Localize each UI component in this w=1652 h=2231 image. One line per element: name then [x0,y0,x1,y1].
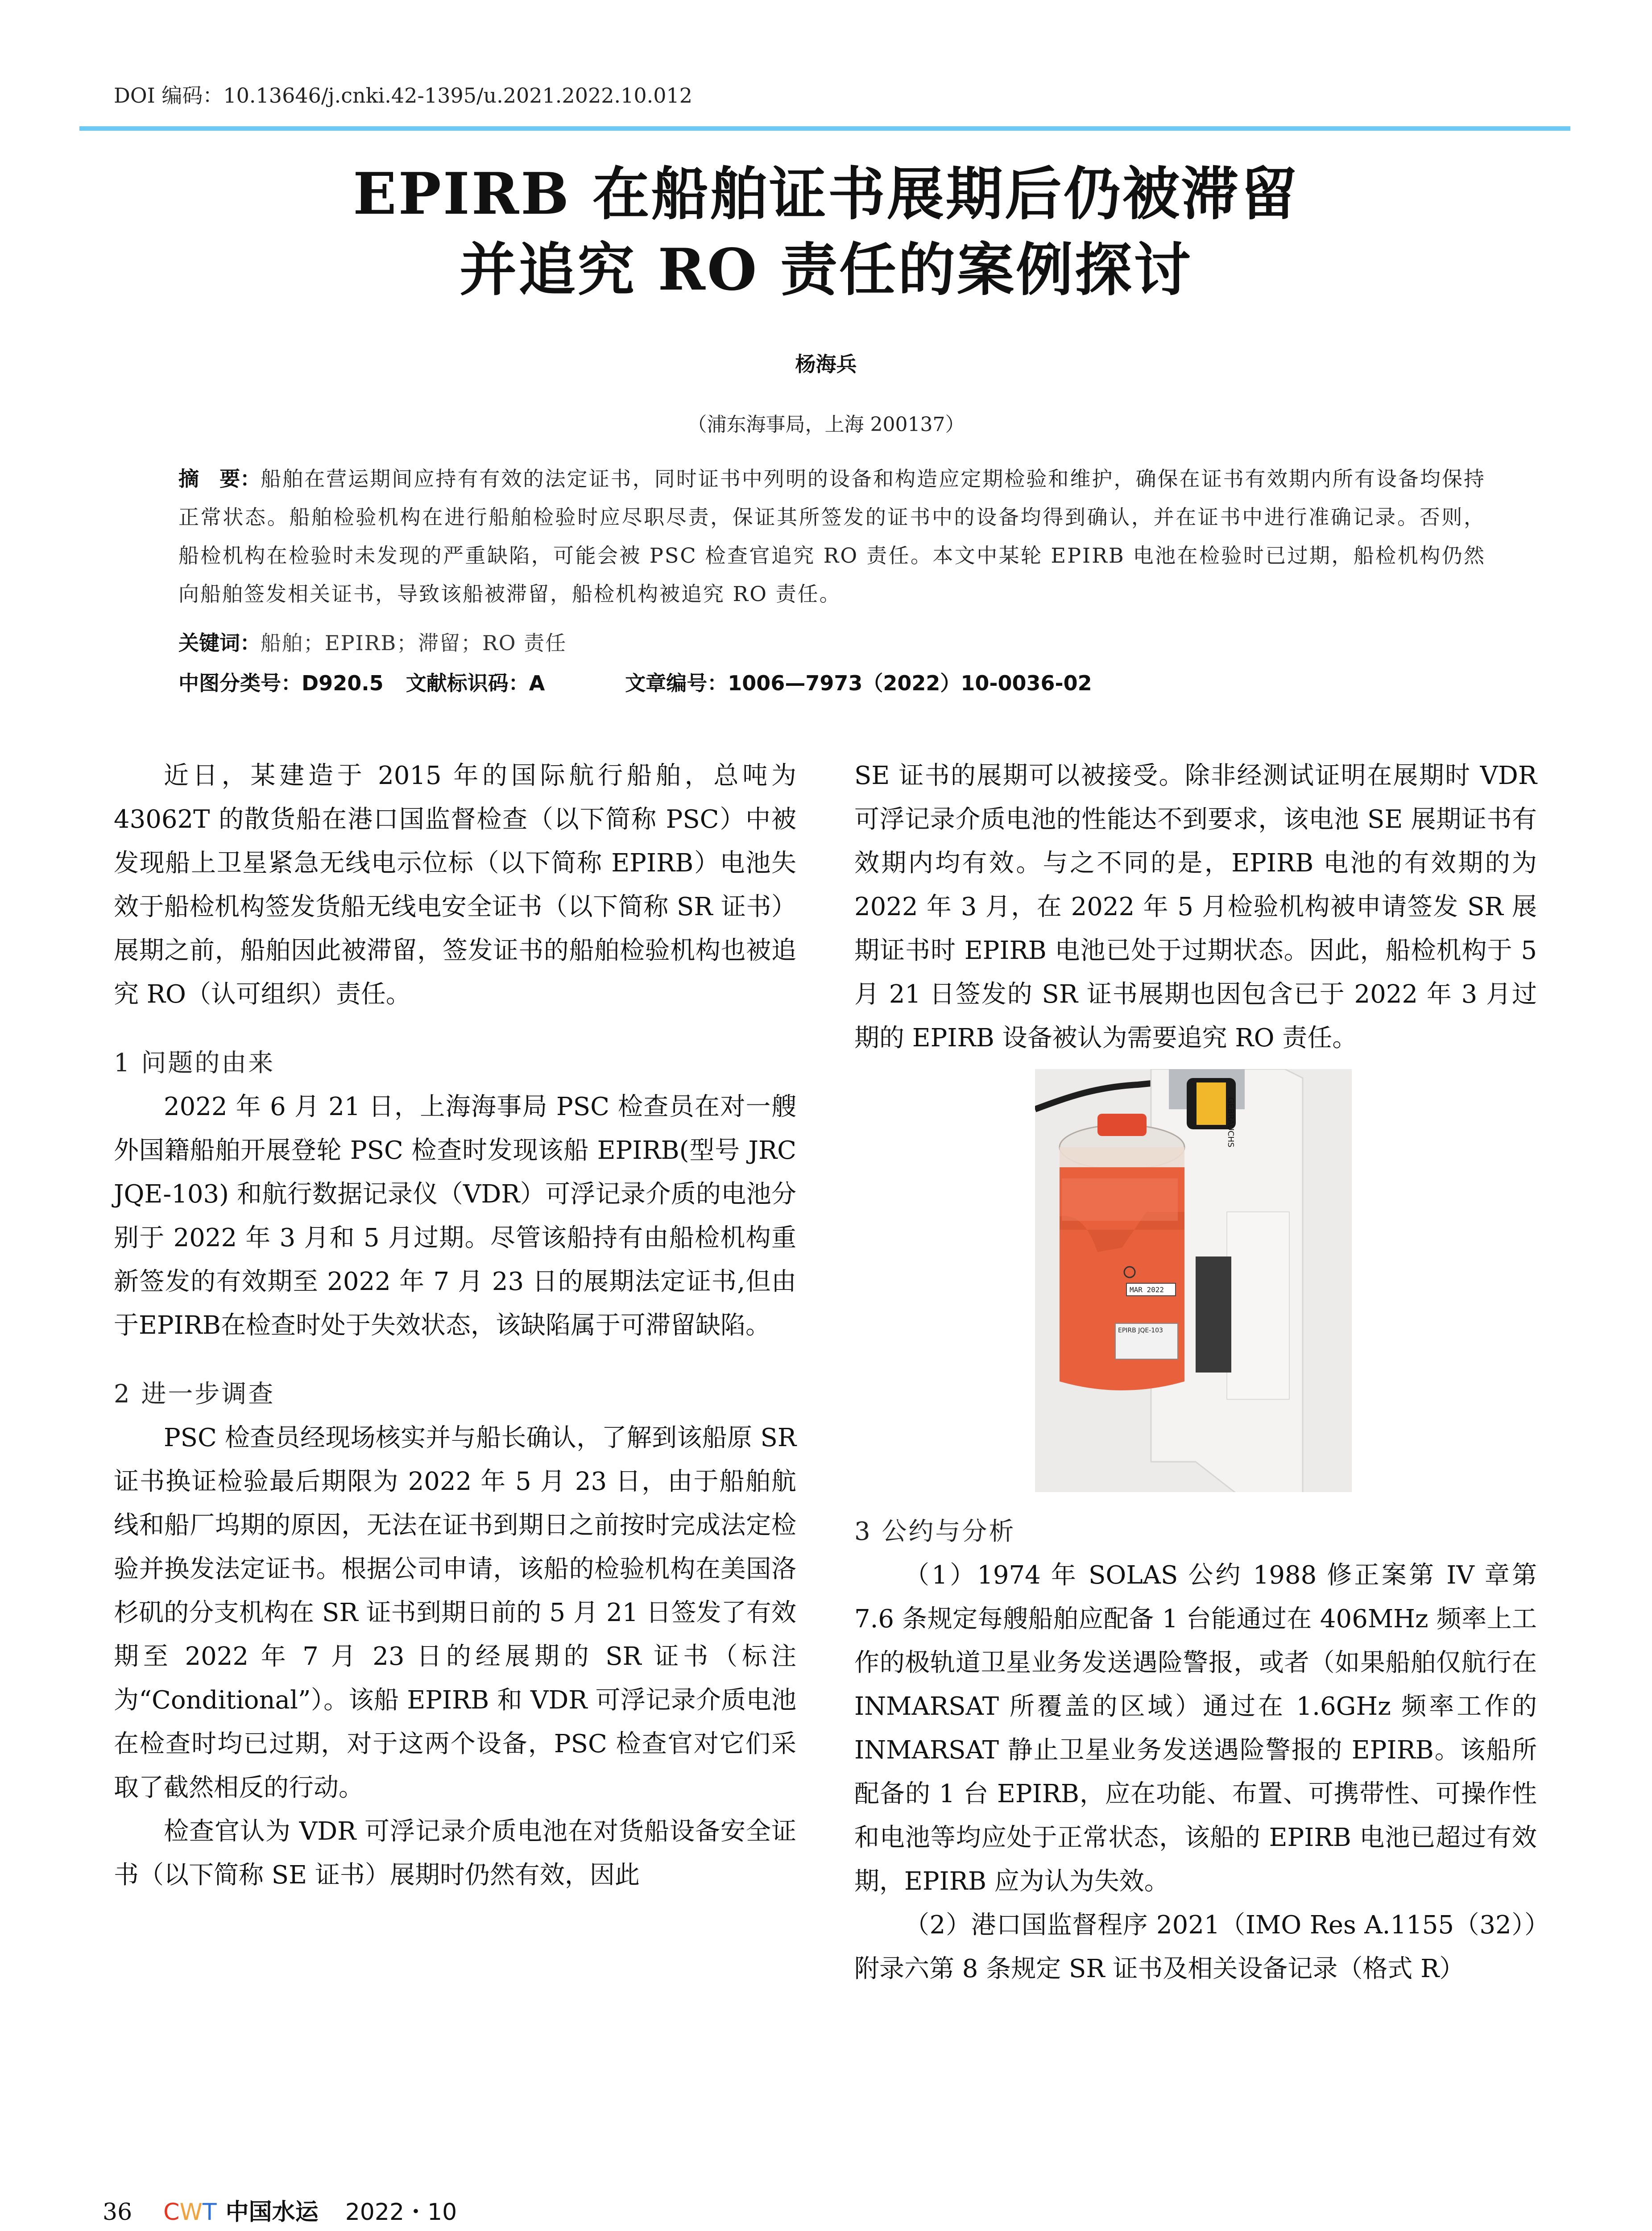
classification-line [178,664,1114,702]
section-2-heading: 2 进一步调查 [114,1380,275,1409]
keywords [178,624,567,662]
affiliation: （浦东海事局，上海 200137） [687,413,965,436]
abstract-label: 摘 要： [178,467,261,491]
section-1-paragraph: 2022 年 6 月 21 日，上海海事局 PSC 检查员在对一艘外国籍船舶开展登轮 PSC 检查时发现该船 EPIRB(型号 JRC JQE-103) 和航行数据记录仪（VDR）可浮记录介质的电池分别于 2022 年 3 月和 5 月过期。尽管该船持有由船检机构重新签发的有效期至 2022 年 7 月 23 日的展期法定证书,但由于EPIRB在检查时处于失效状态，该缺陷属于可滞留缺陷。 [114,1092,796,1340]
abstract-text: 船舶在营运期间应持有有效的法定证书，同时证书中列明的设备和构造应定期检验和维护，确保在证书有效期内所有设备均保持正常状态。船舶检验机构在进行船舶检验时应尽职尽责，保证其所签发的证书中的设备均得到确认，并在证书中进行准确记录。否则，船检机构在检验时未发现的严重缺陷，可能会被 PSC 检查官追究 RO 责任。本文中某轮 EPIRB 电池在检验时已过期，船检机构仍然向船舶签发相关证书，导致该船被滞留，船检机构被追究 RO 责任。 [178,467,1486,606]
keywords-label: 关键词： [178,631,261,655]
section-3-heading: 3 公约与分析 [854,1517,1016,1546]
section-2-paragraph-2: 检查官认为 VDR 可浮记录介质电池在对货船设备安全证书（以下简称 SE 证书）展期时仍然有效，因此 [114,1817,796,1890]
epirb-photo [1035,1069,1352,1492]
svg-text:EPIRB JQE-103: EPIRB JQE-103 [1118,1327,1163,1334]
journal-name: 中国水运 [225,2199,319,2226]
clc-number: 中图分类号：D920.5 [178,671,384,695]
logo-c: C [163,2199,180,2226]
title-line-1: EPIRB 在船舶证书展期后仍被滞留 [353,161,1299,228]
left-column [114,754,796,1897]
right-column [854,754,1537,1991]
keywords-text: 船舶；EPIRB；滞留；RO 责任 [261,631,567,655]
issue-number: 2022・10 [345,2199,457,2226]
section-2-paragraph-1: PSC 检查员经现场核实并与船长确认，了解到该船原 SR 证书换证检验最后期限为 2022 年 5 月 23 日，由于船舶航线和船厂坞期的原因，无法在证书到期日之前按时完成法定检验并换发法定证书。根据公司申请，该船的检验机构在美国洛杉矶的分支机构在 SR 证书到期日前的 5 月 21 日签发了有效期至 2022 年 7 月 23 日的经展期的 SR 证书（标注为“Conditional”）。该船 EPIRB 和 VDR 可浮记录介质电池在检查时均已过期，对于这两个设备，PSC 检查官对它们采取了截然相反的行动。 [114,1423,796,1802]
section-2-paragraph-2-continued: SE 证书的展期可以被接受。除非经测试证明在展期时 VDR 可浮记录介质电池的性能达不到要求，该电池 SE 展期证书有效期内均有效。与之不同的是，EPIRB 电池的有效期的为 2022 年 3 月，在 2022 年 5 月检验机构被申请签发 SR 展期证书时 EPIRB 电池已处于过期状态。因此，船检机构于 5 月 21 日签发的 SR 证书展期也因包含已于 2022 年 3 月过期的 EPIRB 设备被认为需要追究 RO 责任。 [854,761,1537,1053]
page-number: 36 [103,2199,132,2226]
svg-text:MAR 2022: MAR 2022 [1130,1286,1164,1294]
logo-t: T [202,2199,217,2226]
section-3-paragraph-1: （1）1974 年 SOLAS 公约 1988 修正案第 IV 章第 7.6 条规定每艘船舶应配备 1 台能通过在 406MHz 频率上工作的极轨道卫星业务发送遇险警报，或者（如果船舶仅航行在 INMARSAT 所覆盖的区域）通过在 1.6GHz 频率工作的 INMARSAT 静止卫星业务发送遇险警报的 EPIRB。该船所配备的 1 台 EPIRB，应在功能、布置、可携带性、可操作性和电池等均应处于正常状态，该船的 EPIRB 电池已超过有效期，EPIRB 应为认为失效。 [854,1561,1537,1896]
doi-line: DOI 编码：10.13646/j.cnki.42-1395/u.2021.2022.10.012 [114,83,693,108]
section-1-heading: 1 问题的由来 [114,1049,275,1078]
header-rule [79,126,1570,131]
svg-text:GEBRAUCHS: GEBRAUCHS [1226,1097,1235,1148]
document-code: 文献标识码：A [406,671,545,695]
epirb-device [1060,1114,1184,1390]
section-3-paragraph-2: （2）港口国监督程序 2021（IMO Res A.1155（32））附录六第 8 条规定 SR 证书及相关设备记录（格式 R） [854,1911,1537,1983]
article-number: 文章编号：1006—7973（2022）10-0036-02 [625,671,1092,695]
page-footer [103,2193,457,2227]
title-line-2: 并追究 RO 责任的案例探讨 [459,236,1192,303]
author: 杨海兵 [795,352,857,376]
intro-paragraph: 近日，某建造于 2015 年的国际航行船舶，总吨为 43062T 的散货船在港口国监督检查（以下简称 PSC）中被发现船上卫星紧急无线电示位标（以下简称 EPIRB）电池失效于船检机构签发货船无线电安全证书（以下简称 SR 证书）展期之前，船舶因此被滞留，签发证书的船舶检验机构也被追究 RO（认可组织）责任。 [114,761,796,1009]
logo-w: W [179,2199,203,2226]
abstract [178,460,1486,613]
